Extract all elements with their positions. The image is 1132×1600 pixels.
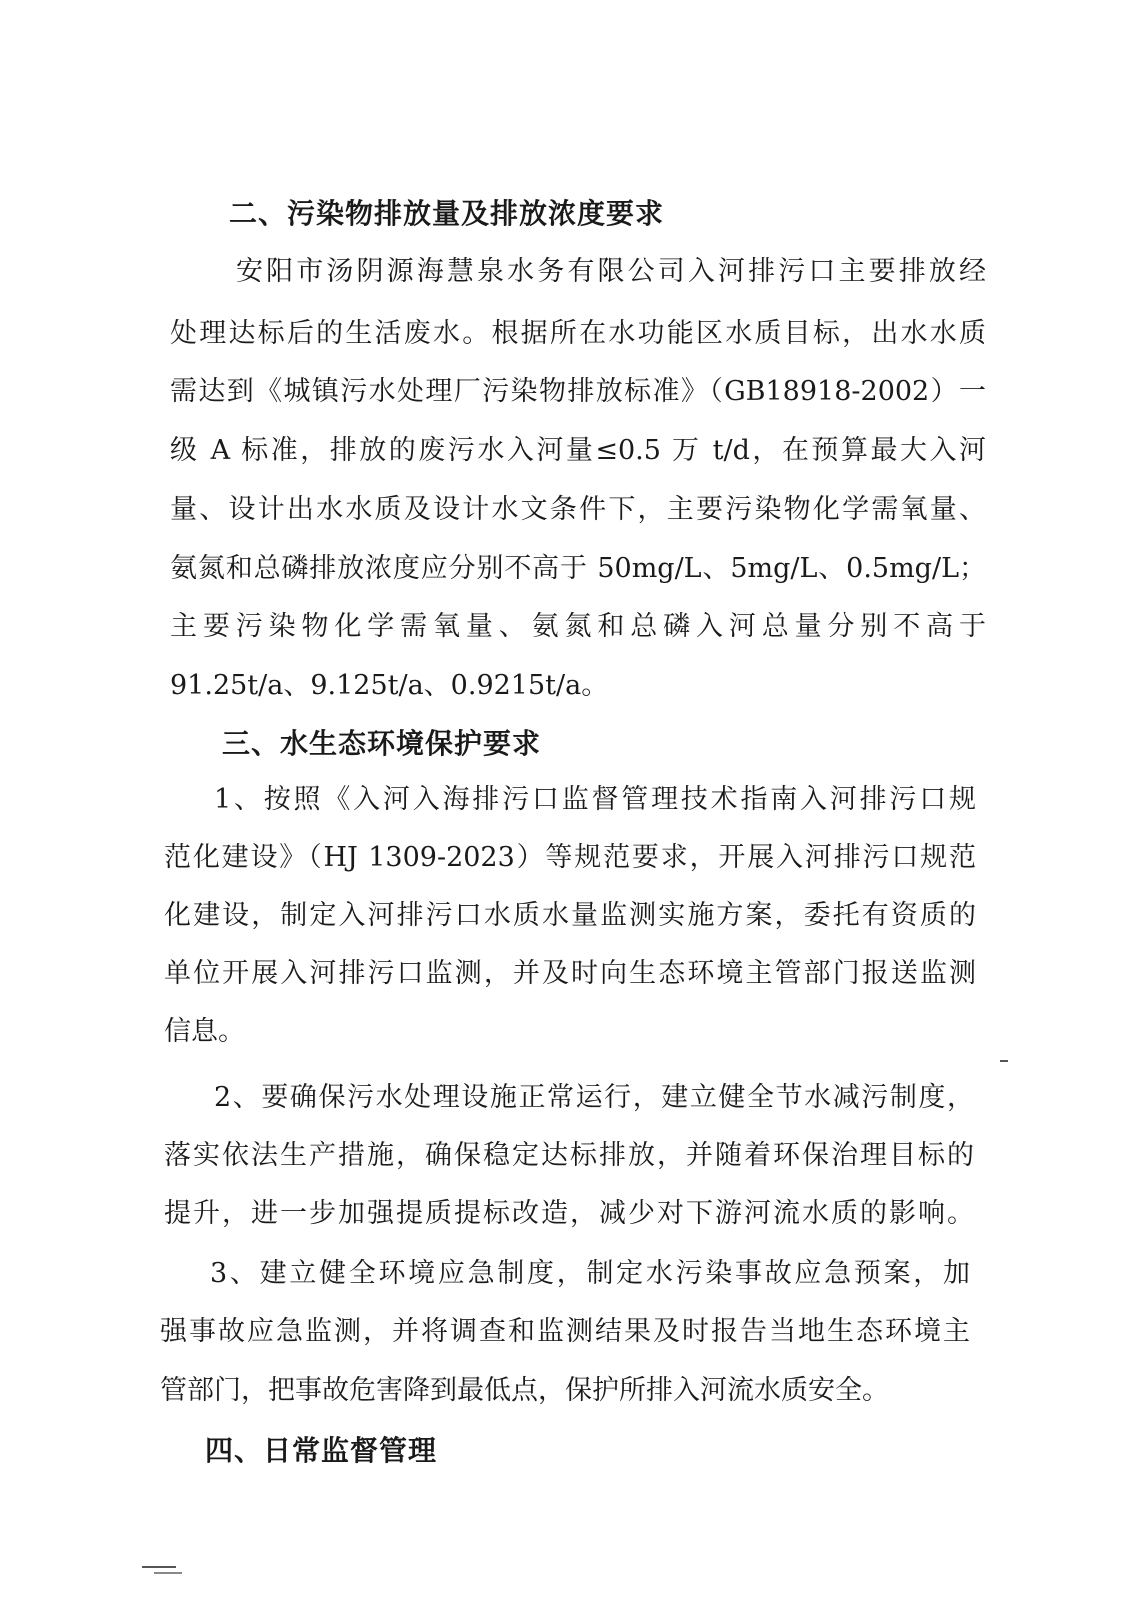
paragraph-line: 范化建设》（HJ 1309-2023）等规范要求，开展入河排污口规范 (164, 842, 976, 873)
paragraph-line: 主要污染物化学需氧量、氨氮和总磷入河总量分别不高于 (170, 611, 986, 642)
paragraph-line: 量、设计出水水质及设计水文条件下，主要污染物化学需氧量、 (170, 494, 986, 525)
paragraph-line: 3、建立健全环境应急制度，制定水污染事故应急预案，加 (210, 1258, 970, 1289)
paragraph-line: 强事故应急监测，并将调查和监测结果及时报告当地生态环境主 (160, 1316, 970, 1347)
scan-mark (1000, 1060, 1008, 1062)
section-heading-2: 二、污染物排放量及排放浓度要求 (229, 197, 665, 230)
paragraph-line: 信息。 (164, 1016, 245, 1047)
paragraph-line: 级 A 标准，排放的废污水入河量≤0.5 万 t/d，在预算最大入河 (170, 435, 986, 466)
paragraph-line: 1、按照《入河入海排污口监督管理技术指南入河排污口规 (214, 784, 976, 815)
paragraph-line: 安阳市汤阴源海慧泉水务有限公司入河排污口主要排放经 (236, 256, 986, 287)
paragraph-line: 2、要确保污水处理设施正常运行，建立健全节水减污制度， (214, 1082, 974, 1113)
paragraph-line: 单位开展入河排污口监测，并及时向生态环境主管部门报送监测 (164, 958, 976, 989)
paragraph-line: 管部门，把事故危害降到最低点，保护所排入河流水质安全。 (160, 1375, 889, 1406)
section-heading-4: 四、日常监督管理 (205, 1434, 438, 1467)
section-heading-3: 三、水生态环境保护要求 (222, 727, 542, 760)
scan-mark (142, 1566, 176, 1568)
scan-mark (154, 1572, 182, 1574)
paragraph-line: 91.25t/a、9.125t/a、0.9215t/a。 (170, 670, 609, 701)
paragraph-line: 需达到《城镇污水处理厂污染物排放标准》（GB18918-2002）一 (170, 376, 986, 407)
paragraph-line: 化建设，制定入河排污口水质水量监测实施方案，委托有资质的 (164, 900, 976, 931)
paragraph-line: 提升，进一步加强提质提标改造，减少对下游河流水质的影响。 (164, 1198, 974, 1229)
paragraph-line: 处理达标后的生活废水。根据所在水功能区水质目标，出水水质 (170, 318, 986, 349)
paragraph-line: 落实依法生产措施，确保稳定达标排放，并随着环保治理目标的 (164, 1140, 974, 1171)
paragraph-line: 氨氮和总磷排放浓度应分别不高于 50mg/L、5mg/L、0.5mg/L； (170, 553, 986, 584)
